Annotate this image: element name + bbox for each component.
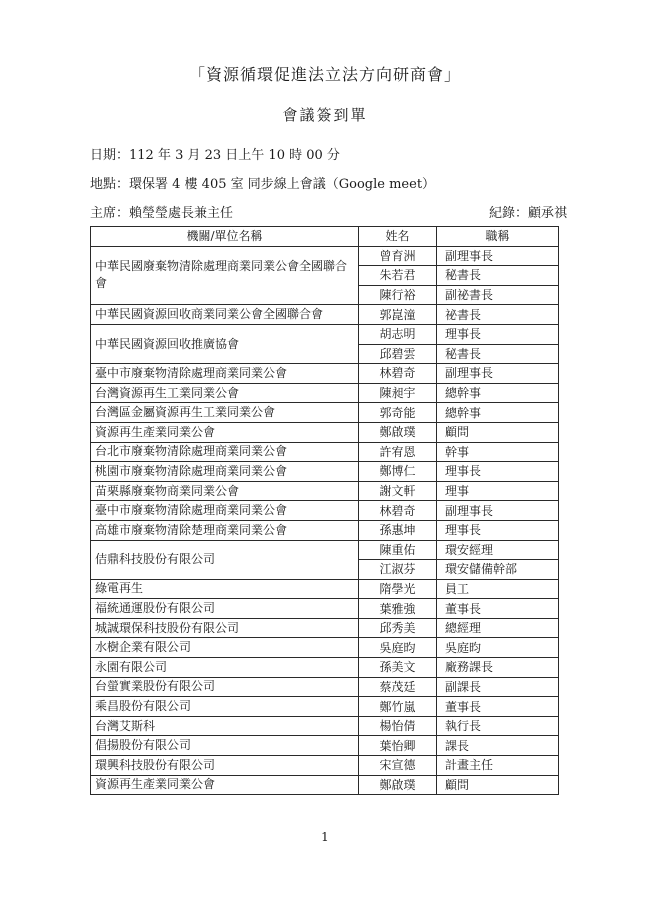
- person-title-cell: 環安儲備幹部: [437, 560, 559, 580]
- location-value: 環保署 4 樓 405 室 同步線上會議（Google meet）: [129, 177, 436, 192]
- person-name-cell: 陳重佑: [359, 540, 437, 560]
- person-name-cell: 曾育洲: [359, 246, 437, 266]
- table-row: [91, 246, 559, 266]
- table-row: [91, 677, 559, 697]
- person-name-cell: 鄭竹嵐: [359, 697, 437, 717]
- person-title-cell: 課長: [437, 736, 559, 756]
- chair-value: 賴瑩瑩處長兼主任: [129, 206, 234, 221]
- page-number: 1: [321, 830, 329, 844]
- organization-cell: 臺中市廢棄物清除處理商業同業公會: [91, 364, 359, 384]
- table-row: [91, 403, 559, 423]
- organization-cell: 城誠環保科技股份有限公司: [91, 618, 359, 638]
- person-name-cell: 鄭啟璞: [359, 422, 437, 442]
- person-title-cell: 幹事: [437, 442, 559, 462]
- person-title-cell: 理事: [437, 481, 559, 501]
- person-title-cell: 計畫主任: [437, 756, 559, 776]
- person-title-cell: 環安經理: [437, 540, 559, 560]
- person-name-cell: 郭崑潼: [359, 305, 437, 325]
- organization-cell: 台灣艾斯科: [91, 716, 359, 736]
- organization-cell: 中華民國廢棄物清除處理商業同業公會全國聯合會: [91, 246, 359, 305]
- table-row: [91, 736, 559, 756]
- person-name-cell: 郭奇能: [359, 403, 437, 423]
- organization-cell: 台北市廢棄物清除處理商業同業公會: [91, 442, 359, 462]
- person-name-cell: 林碧奇: [359, 364, 437, 384]
- person-name-cell: 江淑芬: [359, 560, 437, 580]
- person-name-cell: 宋宣德: [359, 756, 437, 776]
- organization-cell: 永園有限公司: [91, 658, 359, 678]
- organization-cell: 綠電再生: [91, 579, 359, 599]
- table-row: [91, 775, 559, 795]
- organization-cell: 水樹企業有限公司: [91, 638, 359, 658]
- table-row: [91, 364, 559, 384]
- person-title-cell: 執行長: [437, 716, 559, 736]
- person-title-cell: 理事長: [437, 520, 559, 540]
- organization-cell: 福統通運股份有限公司: [91, 599, 359, 619]
- organization-cell: 臺中市廢棄物清除處理商業同業公會: [91, 501, 359, 521]
- header-organization: 機關/單位名稱: [91, 227, 359, 247]
- person-name-cell: 陳行裕: [359, 285, 437, 305]
- table-row: [91, 658, 559, 678]
- organization-cell: 資源再生產業同業公會: [91, 422, 359, 442]
- table-row: [91, 697, 559, 717]
- meeting-date: [90, 144, 340, 163]
- table-row: [91, 716, 559, 736]
- organization-cell: 台灣資源再生工業同業公會: [91, 383, 359, 403]
- recorder-value: 顧承祺: [527, 206, 567, 221]
- organization-cell: 中華民國資源回收商業同業公會全國聯合會: [91, 305, 359, 325]
- organization-cell: 中華民國資源回收推廣協會: [91, 324, 359, 363]
- table-header-row: [91, 227, 559, 247]
- organization-cell: 苗栗縣廢棄物商業同業公會: [91, 481, 359, 501]
- person-name-cell: 蔡茂廷: [359, 677, 437, 697]
- person-name-cell: 孫美文: [359, 658, 437, 678]
- chair-label: 主席：: [90, 206, 130, 221]
- person-title-cell: 副理事長: [437, 501, 559, 521]
- document-subtitle: 會議簽到單: [282, 106, 368, 124]
- table-row: [91, 756, 559, 776]
- person-name-cell: 鄭博仁: [359, 462, 437, 482]
- table-row: [91, 638, 559, 658]
- table-row: [91, 501, 559, 521]
- person-name-cell: 孫惠坤: [359, 520, 437, 540]
- meeting-recorder: [489, 202, 567, 221]
- person-name-cell: 許宥恩: [359, 442, 437, 462]
- person-title-cell: 理事長: [437, 462, 559, 482]
- organization-cell: 環興科技股份有限公司: [91, 756, 359, 776]
- table-row: [91, 579, 559, 599]
- organization-cell: 台螢實業股份有限公司: [91, 677, 359, 697]
- date-value: 112 年 3 月 23 日上午 10 時 00 分: [129, 148, 340, 163]
- person-title-cell: 副課長: [437, 677, 559, 697]
- organization-cell: 台灣區金屬資源再生工業同業公會: [91, 403, 359, 423]
- table-row: [91, 599, 559, 619]
- header-title: 職稱: [437, 227, 559, 247]
- person-title-cell: 董事長: [437, 599, 559, 619]
- table-row: [91, 383, 559, 403]
- person-name-cell: 林碧奇: [359, 501, 437, 521]
- person-title-cell: 顧問: [437, 775, 559, 795]
- organization-cell: 倡揚股份有限公司: [91, 736, 359, 756]
- document-title: 「資源循環促進法立法方向研商會」: [188, 65, 461, 84]
- table-row: [91, 462, 559, 482]
- table-row: [91, 618, 559, 638]
- table-row: [91, 520, 559, 540]
- person-title-cell: 員工: [437, 579, 559, 599]
- person-title-cell: 秘書長: [437, 344, 559, 364]
- table-row: [91, 442, 559, 462]
- person-name-cell: 邱碧雲: [359, 344, 437, 364]
- table-row: [91, 305, 559, 325]
- person-title-cell: 秘書長: [437, 266, 559, 286]
- person-title-cell: 吳庭昀: [437, 638, 559, 658]
- person-name-cell: 鄭啟璞: [359, 775, 437, 795]
- person-title-cell: 總幹事: [437, 383, 559, 403]
- person-name-cell: 陳昶宇: [359, 383, 437, 403]
- table-body: [91, 246, 559, 795]
- organization-cell: 高雄市廢棄物清除楚理商業同業公會: [91, 520, 359, 540]
- person-title-cell: 理事長: [437, 324, 559, 344]
- organization-cell: 佶鼎科技股份有限公司: [91, 540, 359, 579]
- person-title-cell: 廠務課長: [437, 658, 559, 678]
- person-name-cell: 邱秀美: [359, 618, 437, 638]
- organization-cell: 資源再生產業同業公會: [91, 775, 359, 795]
- person-name-cell: 葉怡卿: [359, 736, 437, 756]
- organization-cell: 乘昌股份有限公司: [91, 697, 359, 717]
- sign-in-table: [90, 226, 559, 795]
- person-name-cell: 楊怡倩: [359, 716, 437, 736]
- person-title-cell: 董事長: [437, 697, 559, 717]
- person-name-cell: 隋學光: [359, 579, 437, 599]
- person-name-cell: 謝文軒: [359, 481, 437, 501]
- person-title-cell: 總幹事: [437, 403, 559, 423]
- person-title-cell: 總經理: [437, 618, 559, 638]
- person-title-cell: 顧問: [437, 422, 559, 442]
- person-name-cell: 吳庭昀: [359, 638, 437, 658]
- organization-cell: 桃園市廢棄物清除處理商業同業公會: [91, 462, 359, 482]
- person-name-cell: 胡志明: [359, 324, 437, 344]
- table-row: [91, 481, 559, 501]
- meeting-chair: [90, 202, 233, 221]
- person-name-cell: 葉雅強: [359, 599, 437, 619]
- table-row: [91, 422, 559, 442]
- person-title-cell: 副祕書長: [437, 285, 559, 305]
- meeting-location: [90, 173, 435, 192]
- person-name-cell: 朱若君: [359, 266, 437, 286]
- person-title-cell: 副理事長: [437, 364, 559, 384]
- table-row: [91, 540, 559, 560]
- recorder-label: 紀錄：: [488, 206, 528, 221]
- table-row: [91, 324, 559, 344]
- person-title-cell: 祕書長: [437, 305, 559, 325]
- person-title-cell: 副理事長: [437, 246, 559, 266]
- date-label: 日期：: [90, 148, 130, 163]
- location-label: 地點：: [90, 177, 130, 192]
- header-name: 姓名: [359, 227, 437, 247]
